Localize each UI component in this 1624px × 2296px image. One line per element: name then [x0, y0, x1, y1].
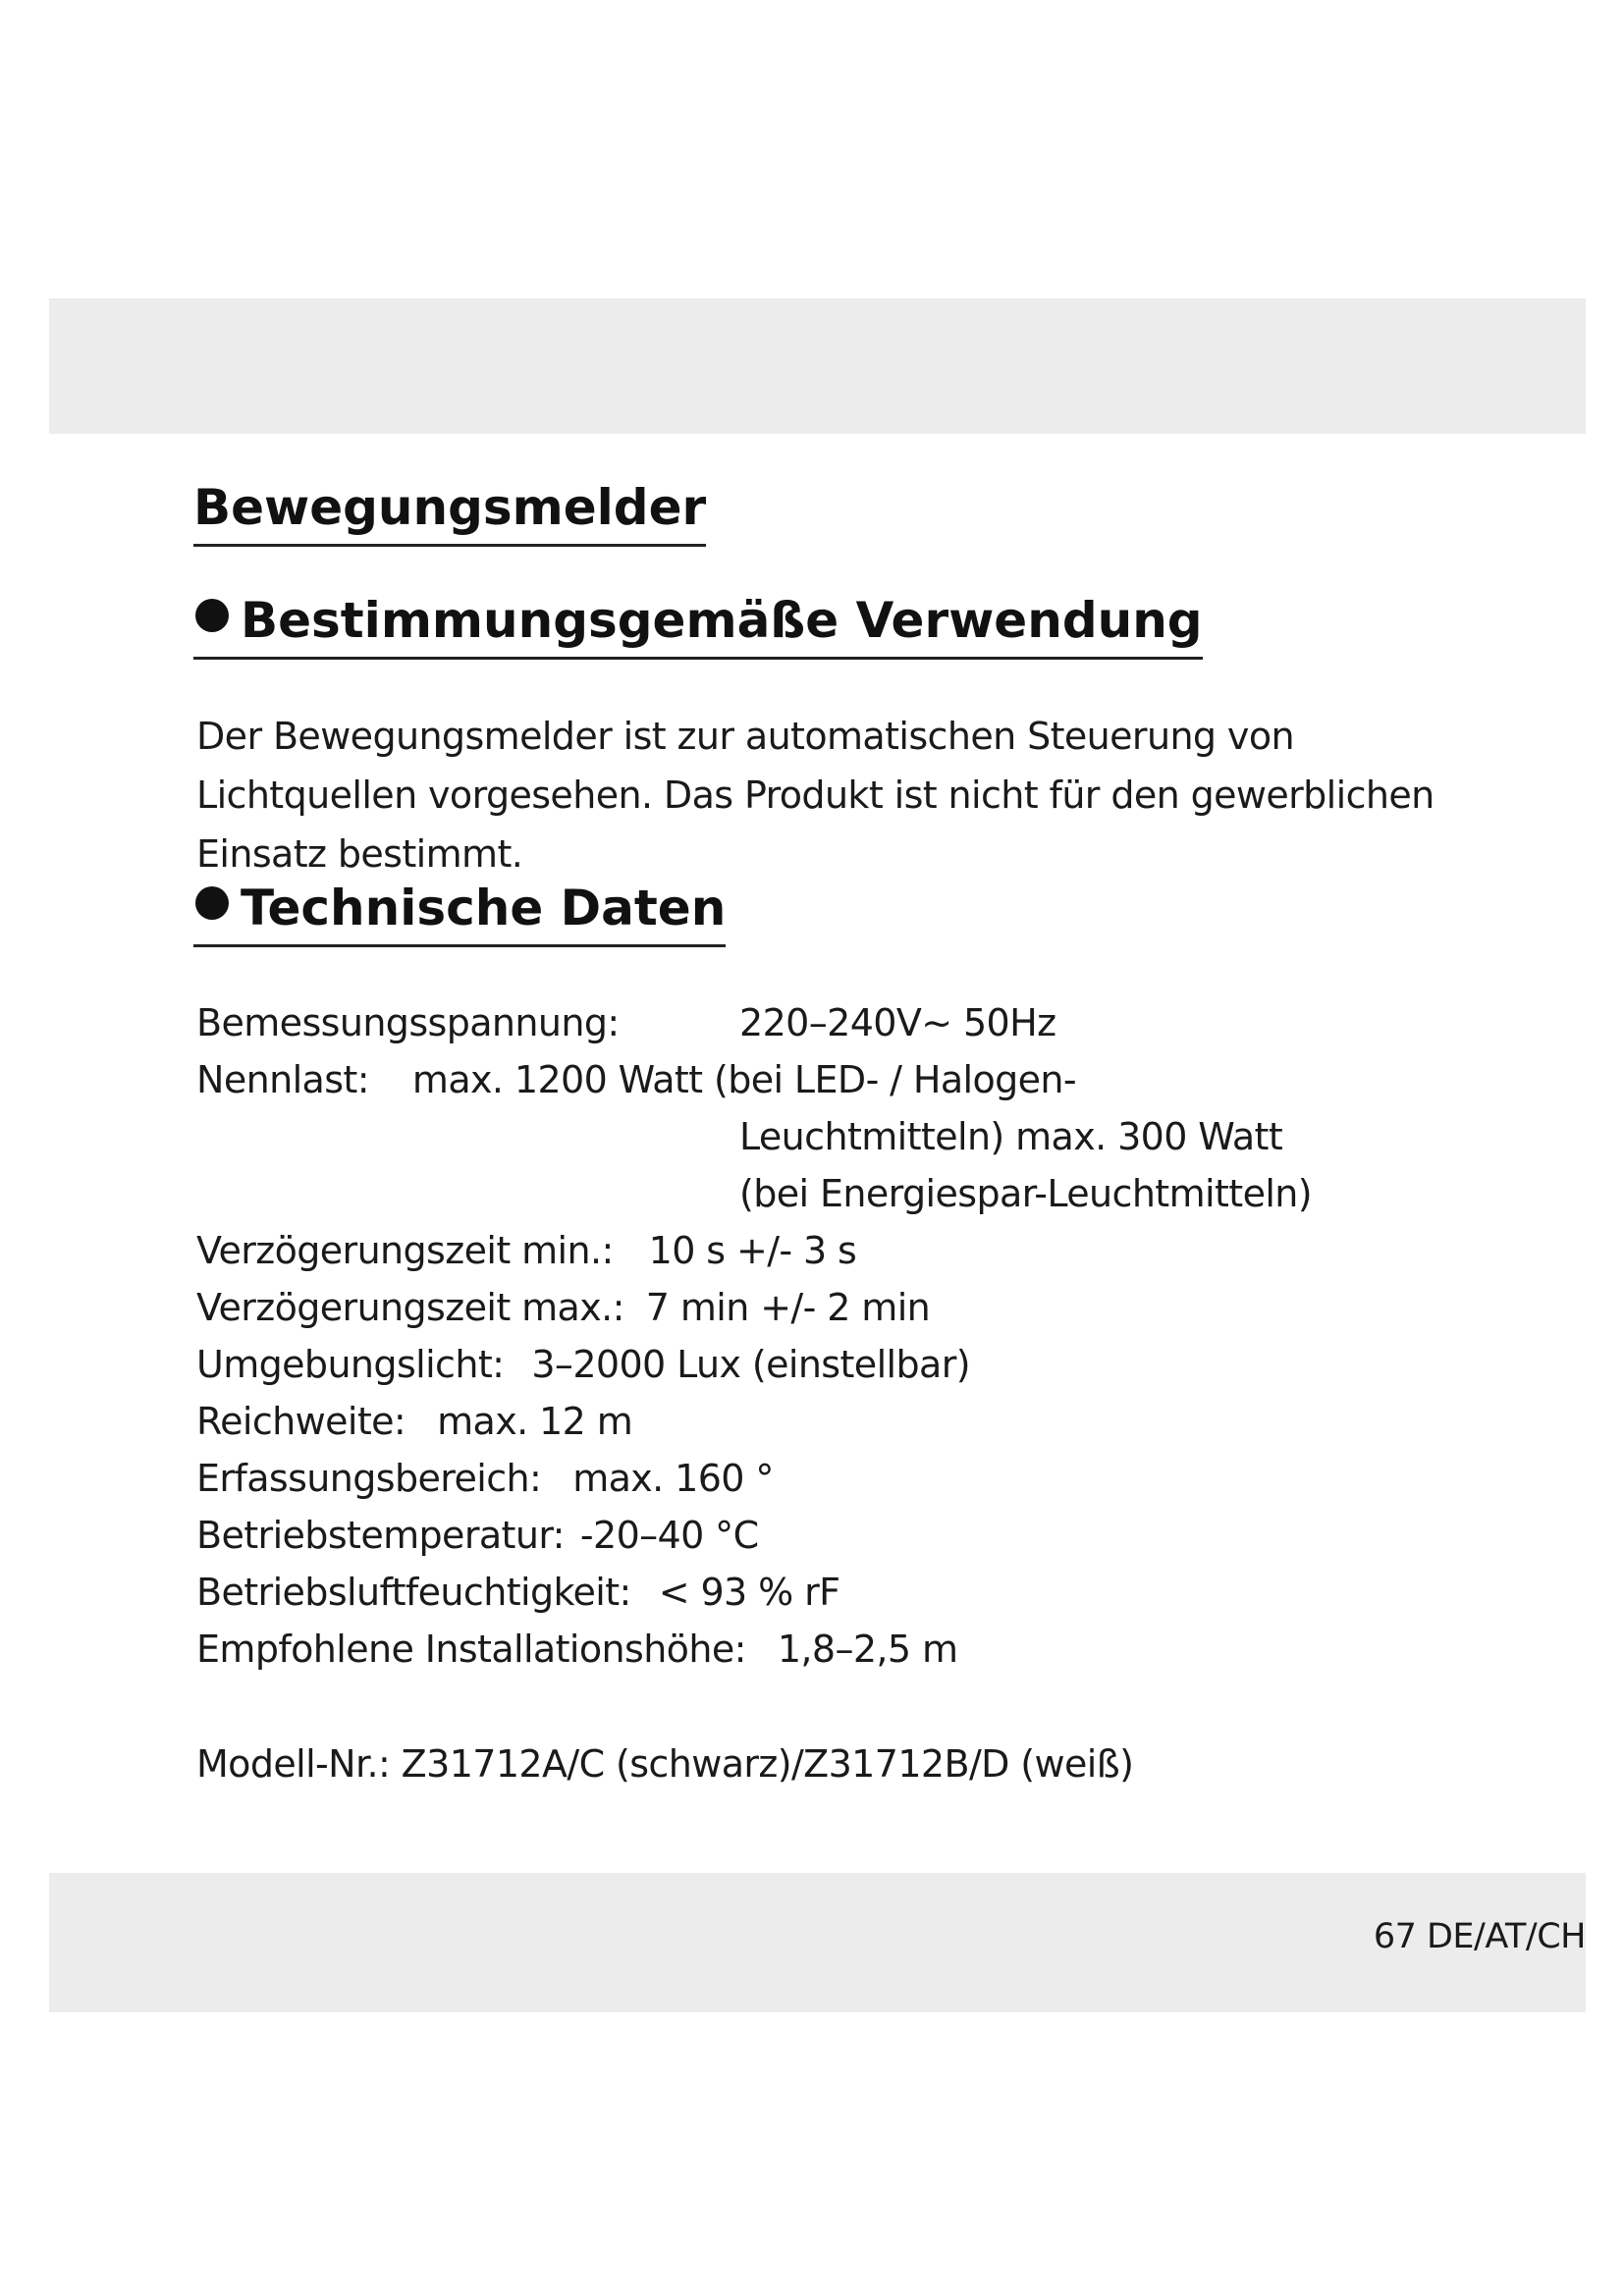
spec-value: -20–40 °C [579, 1514, 759, 1557]
spec-label: Betriebsluftfeuchtigkeit: [196, 1571, 631, 1614]
spec-label: Reichweite: [196, 1400, 406, 1443]
spec-value: 10 s +/- 3 s [648, 1229, 857, 1272]
spec-operating-temperature [196, 1514, 759, 1557]
spec-detection-angle [196, 1457, 774, 1500]
spec-rated-load-line3 [739, 1172, 1313, 1215]
spec-label: Verzögerungszeit max.: [196, 1286, 624, 1329]
page-title-text: Bewegungsmelder [193, 479, 707, 536]
spec-rated-load-line2 [739, 1115, 1283, 1158]
spec-value-line1: max. 1200 Watt (bei LED- / Halogen- [411, 1058, 1077, 1101]
spec-value-line3: (bei Energiespar-Leuchtmitteln) [739, 1172, 1313, 1215]
section-heading-text: Bestimmungsgemäße Verwendung [241, 592, 1203, 649]
intended-use-paragraph: Der Bewegungsmelder ist zur automatischen Steuerung von Lichtquellen vorgesehen. Das Produkt ist nicht für den gewerblichen Einsatz bestimmt. [196, 715, 1435, 876]
spec-label: Empfohlene Installationshöhe: [196, 1628, 746, 1671]
footer-band [49, 1873, 1586, 2012]
spec-value: 3–2000 Lux (einstellbar) [531, 1343, 970, 1386]
spec-operating-humidity [196, 1571, 840, 1614]
spec-rated-voltage [196, 1001, 1056, 1044]
model-number-text: Modell-Nr.: Z31712A/C (schwarz)/Z31712B/D (weiß) [196, 1742, 1134, 1786]
model-number [196, 1742, 1134, 1786]
spec-value-line2: Leuchtmitteln) max. 300 Watt [739, 1115, 1283, 1158]
spec-value: < 93 % rF [658, 1571, 840, 1614]
spec-value: max. 12 m [437, 1400, 633, 1443]
bullet-icon [195, 886, 229, 920]
spec-value: max. 160 ° [572, 1457, 774, 1500]
bullet-icon [195, 599, 229, 632]
spec-label: Bemessungsspannung: [196, 1001, 620, 1044]
spec-value: 220–240V~ 50Hz [739, 1001, 1056, 1044]
section-heading-text: Technische Daten [241, 880, 727, 936]
page-number: 67 DE/AT/CH [1373, 1917, 1586, 1956]
spec-range [196, 1400, 633, 1443]
spec-rated-load [196, 1058, 1077, 1101]
spec-label: Nennlast: [196, 1058, 369, 1101]
spec-delay-max [196, 1286, 931, 1329]
spec-label: Erfassungsbereich: [196, 1457, 542, 1500]
spec-value: 1,8–2,5 m [777, 1628, 958, 1671]
section-heading-intended-use [193, 592, 1203, 660]
spec-installation-height [196, 1628, 958, 1671]
section-heading-technical-data [193, 880, 727, 947]
page-title [193, 479, 707, 547]
spec-delay-min [196, 1229, 857, 1272]
spec-label: Umgebungslicht: [196, 1343, 505, 1386]
spec-ambient-light [196, 1343, 970, 1386]
spec-label: Verzögerungszeit min.: [196, 1229, 614, 1272]
spec-label: Betriebstemperatur: [196, 1514, 565, 1557]
header-band [49, 298, 1586, 434]
spec-value: 7 min +/- 2 min [645, 1286, 931, 1329]
